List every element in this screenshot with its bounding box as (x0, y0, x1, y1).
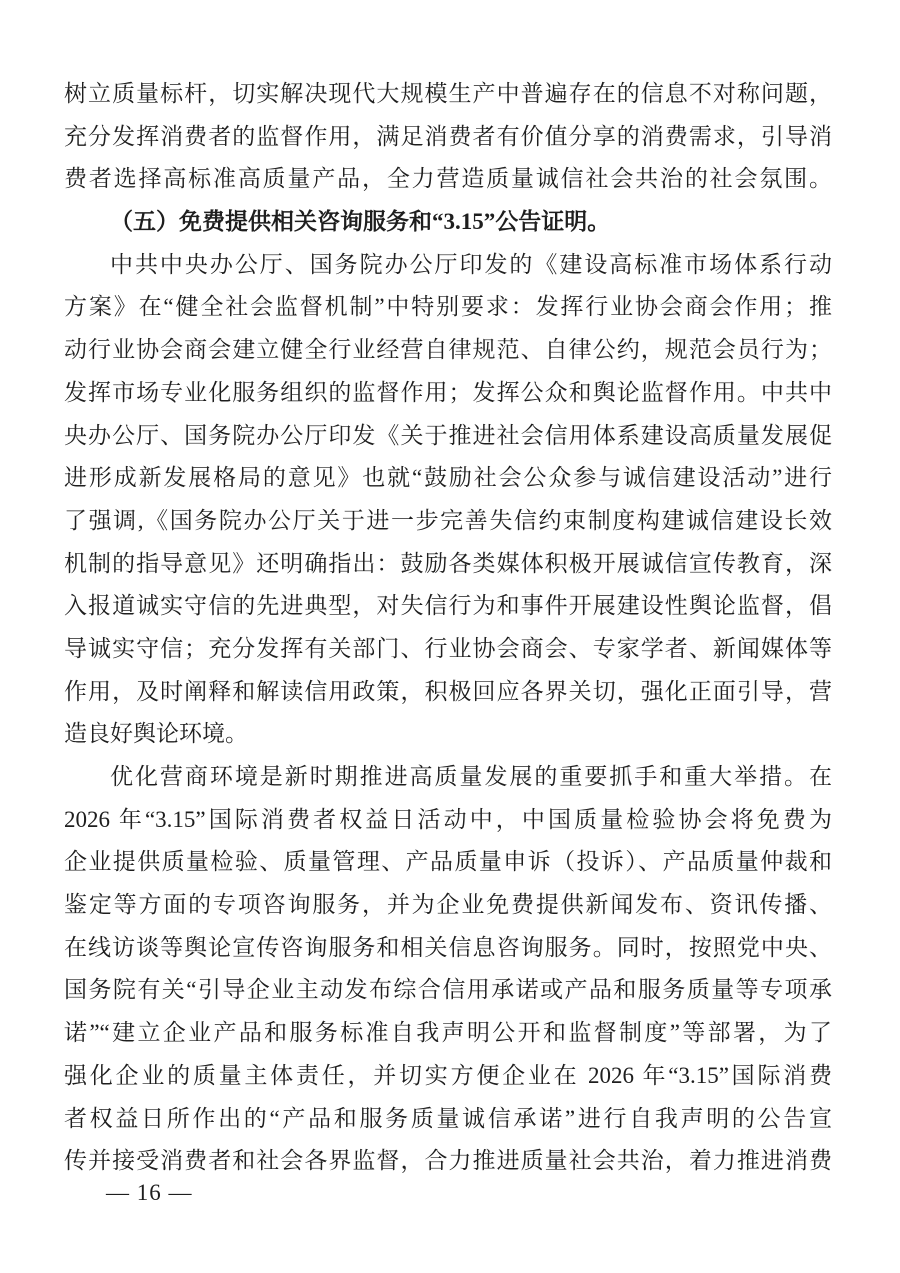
text-line: 作用，及时阐释和解读信用政策，积极回应各界关切，强化正面引导，营 (64, 678, 832, 704)
text-line: 央办公厅、国务院办公厅印发《关于推进社会信用体系建设高质量发展促 (64, 422, 832, 448)
document-body (64, 73, 832, 1183)
text-line: 国务院有关“引导企业主动发布综合信用承诺或产品和服务质量等专项承 (64, 977, 832, 1003)
text-line: 导诚实守信；充分发挥有关部门、行业协会商会、专家学者、新闻媒体等 (64, 635, 832, 661)
text-line: 机制的指导意见》还明确指出：鼓励各类媒体积极开展诚信宣传教育，深 (64, 550, 832, 576)
text-line: （五）免费提供相关咨询服务和“3.15”公告证明。 (110, 209, 611, 235)
text-line: 进形成新发展格局的意见》也就“鼓励社会公众参与诚信建设活动”进行 (64, 465, 832, 491)
text-line: 造良好舆论环境。 (64, 721, 248, 747)
text-line: 费者选择高标准高质量产品，全力营造质量诚信社会共治的社会氛围。 (64, 166, 832, 192)
text-line: 在线访谈等舆论宣传咨询服务和相关信息咨询服务。同时，按照党中央、 (64, 934, 832, 960)
text-line: 发挥市场专业化服务组织的监督作用；发挥公众和舆论监督作用。中共中 (64, 379, 832, 405)
text-line: 诺”“建立企业产品和服务标准自我声明公开和监督制度”等部署，为了 (64, 1020, 832, 1046)
page-number: — 16 — (106, 1180, 193, 1205)
text-line: 树立质量标杆，切实解决现代大规模生产中普遍存在的信息不对称问题， (64, 81, 832, 106)
text-line: 鉴定等方面的专项咨询服务，并为企业免费提供新闻发布、资讯传播、 (64, 892, 832, 918)
text-line: 优化营商环境是新时期推进高质量发展的重要抓手和重大举措。在 (110, 764, 832, 789)
text-line: 者权益日所作出的“产品和服务质量诚信承诺”进行自我声明的公告宣 (64, 1105, 832, 1131)
text-line: 强化企业的质量主体责任，并切实方便企业在 2026 年“3.15”国际消费 (64, 1062, 832, 1088)
text-line: 方案》在“健全社会监督机制”中特别要求：发挥行业协会商会作用；推 (64, 294, 832, 320)
text-line: 2026 年“3.15”国际消费者权益日活动中，中国质量检验协会将免费为 (64, 806, 832, 832)
text-line: 入报道诚实守信的先进典型，对失信行为和事件开展建设性舆论监督，倡 (64, 593, 832, 619)
text-line: 企业提供质量检验、质量管理、产品质量申诉（投诉）、产品质量仲裁和 (64, 849, 832, 875)
text-line: 动行业协会商会建立健全行业经营自律规范、自律公约，规范会员行为； (64, 337, 832, 363)
text-line: 传并接受消费者和社会各界监督，合力推进质量社会共治，着力推进消费 (64, 1148, 832, 1174)
text-line: 了强调,《国务院办公厅关于进一步完善失信约束制度构建诚信建设长效 (64, 507, 832, 533)
text-line: 中共中央办公厅、国务院办公厅印发的《建设高标准市场体系行动 (110, 251, 832, 277)
text-line: 充分发挥消费者的监督作用，满足消费者有价值分享的消费需求，引导消 (64, 123, 832, 149)
